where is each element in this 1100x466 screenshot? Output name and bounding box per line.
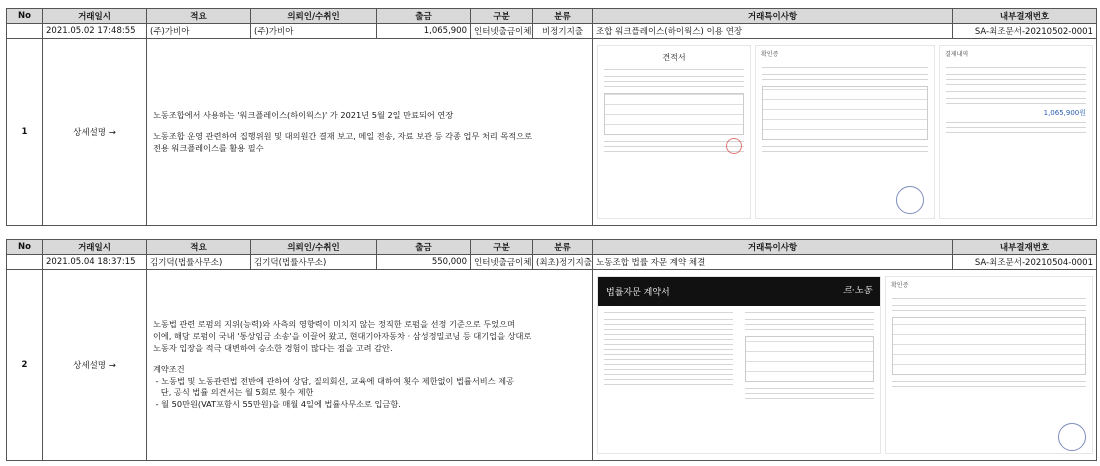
- description-line: - 노동법 및 노동관련법 전반에 관하여 상담, 질의회신, 교육에 대하여 횟수 제한없이 법률서비스 제공: [153, 375, 514, 386]
- cell-no-empty: [7, 24, 43, 39]
- detail-row: [7, 270, 1097, 461]
- description-line: 계약조건: [153, 364, 185, 375]
- detail-label: 상세설명 →: [43, 270, 147, 461]
- cell-datetime: 2021.05.04 18:37:15: [43, 255, 147, 270]
- official-seal-icon: [1058, 423, 1086, 451]
- description-line: 전용 워크플레이스를 활용 필수: [153, 142, 264, 153]
- official-seal-icon: [896, 186, 924, 214]
- col-header-amount: 출금: [377, 240, 471, 255]
- contract-banner: [598, 277, 880, 306]
- attachment-title: 법률자문 계약서: [606, 288, 670, 298]
- description-line: 노동조합 운영 관련하여 집행위원 및 대의원간 결재 보고, 메일 전송, 자료 보관 등 각종 업무 처리 목적으로: [153, 131, 533, 142]
- attachment-title: 결제내역: [945, 51, 969, 58]
- col-header-counterparty: 의뢰인/수취인: [251, 9, 377, 24]
- description-line: 이에, 해당 로펌이 국내 '통상임금 소송'을 이끌어 왔고, 현대기아자동차 · 삼성정밀코닝 등 대기업을 상대로: [153, 330, 532, 341]
- row-number: 2: [7, 270, 43, 461]
- col-header-memo: 적요: [147, 9, 251, 24]
- description-line: 단, 공식 법률 의견서는 월 5회로 횟수 제한: [153, 387, 314, 398]
- cell-category: 비정기지출: [533, 24, 593, 39]
- cell-note: 노동조합 법률 자문 계약 체결: [593, 255, 953, 270]
- description-line: - 월 50만원(VAT포함시 55만원)을 매월 4일에 법률사무소로 입금함.: [153, 399, 401, 410]
- transaction-table: [6, 239, 1097, 461]
- attachments-cell: [593, 39, 1097, 226]
- col-header-category: 분류: [533, 9, 593, 24]
- cell-memo: (주)가비아: [147, 24, 251, 39]
- col-header-category: 분류: [533, 240, 593, 255]
- col-header-datetime: 거래일시: [43, 240, 147, 255]
- attachment-title: 견적서: [662, 53, 686, 62]
- col-header-type: 구분: [471, 240, 533, 255]
- col-header-amount: 출금: [377, 9, 471, 24]
- detail-label: 상세설명 →: [43, 39, 147, 226]
- col-header-note: 거래특이사항: [593, 9, 953, 24]
- cell-datetime: 2021.05.02 17:48:55: [43, 24, 147, 39]
- attachments-cell: [593, 270, 1097, 461]
- col-header-approval: 내부결재번호: [953, 240, 1097, 255]
- detail-row: [7, 39, 1097, 226]
- cell-category: (최초)정기지출: [533, 255, 593, 270]
- cell-approval-no: SA-최조문서-20210504-0001: [953, 255, 1097, 270]
- col-header-datetime: 거래일시: [43, 9, 147, 24]
- attachment-payment-image[interactable]: [939, 45, 1093, 219]
- cell-counterparty: 김기덕(법률사무소): [251, 255, 377, 270]
- law-firm-logo: 르·노동: [843, 286, 872, 296]
- cell-type: 인터넷출금이체: [471, 24, 533, 39]
- col-header-approval: 내부결재번호: [953, 9, 1097, 24]
- attachment-quote-image[interactable]: [597, 45, 751, 219]
- cell-counterparty: (주)가비아: [251, 24, 377, 39]
- row-number: 1: [7, 39, 43, 226]
- detail-description: [147, 270, 593, 461]
- attachment-title: 확인증: [761, 51, 779, 58]
- attachment-contract-image[interactable]: [597, 276, 881, 454]
- cell-approval-no: SA-최조문서-20210502-0001: [953, 24, 1097, 39]
- attachment-confirmation-image[interactable]: [885, 276, 1093, 454]
- col-header-no: No: [7, 240, 43, 255]
- description-line: 노동조합에서 사용하는 '워크플레이스(하이웍스)' 가 2021년 5월 2일 만료되어 연장: [153, 109, 454, 120]
- cell-amount: 550,000: [377, 255, 471, 270]
- seal-stamp-icon: [726, 138, 742, 154]
- table-row: [7, 255, 1097, 270]
- transaction-table: [6, 8, 1097, 226]
- transaction-block-2: [6, 239, 1096, 461]
- description-line: 노동법 관련 로펌의 지위(능력)와 사측의 영향력이 미치지 않는 정직한 로펌을 선정 기준으로 두었으며: [153, 319, 515, 330]
- col-header-counterparty: 의뢰인/수취인: [251, 240, 377, 255]
- col-header-type: 구분: [471, 9, 533, 24]
- col-header-no: No: [7, 9, 43, 24]
- col-header-memo: 적요: [147, 240, 251, 255]
- col-header-note: 거래특이사항: [593, 240, 953, 255]
- header-row: [7, 9, 1097, 24]
- cell-memo: 김기덕(법률사무소): [147, 255, 251, 270]
- cell-amount: 1,065,900: [377, 24, 471, 39]
- table-row: [7, 24, 1097, 39]
- attachment-confirmation-image[interactable]: [755, 45, 935, 219]
- header-row: [7, 240, 1097, 255]
- attachment-title: 확인증: [891, 282, 909, 289]
- cell-note: 조합 워크플레이스(하이웍스) 이용 연장: [593, 24, 953, 39]
- cell-type: 인터넷출금이체: [471, 255, 533, 270]
- detail-description: [147, 39, 593, 226]
- transaction-block-1: [6, 8, 1096, 226]
- attachment-amount: 1,065,900원: [1043, 109, 1086, 117]
- description-line: 노동자 입장을 적극 대변하여 승소한 경험이 많다는 점을 고려 감안.: [153, 342, 393, 353]
- cell-no-empty: [7, 255, 43, 270]
